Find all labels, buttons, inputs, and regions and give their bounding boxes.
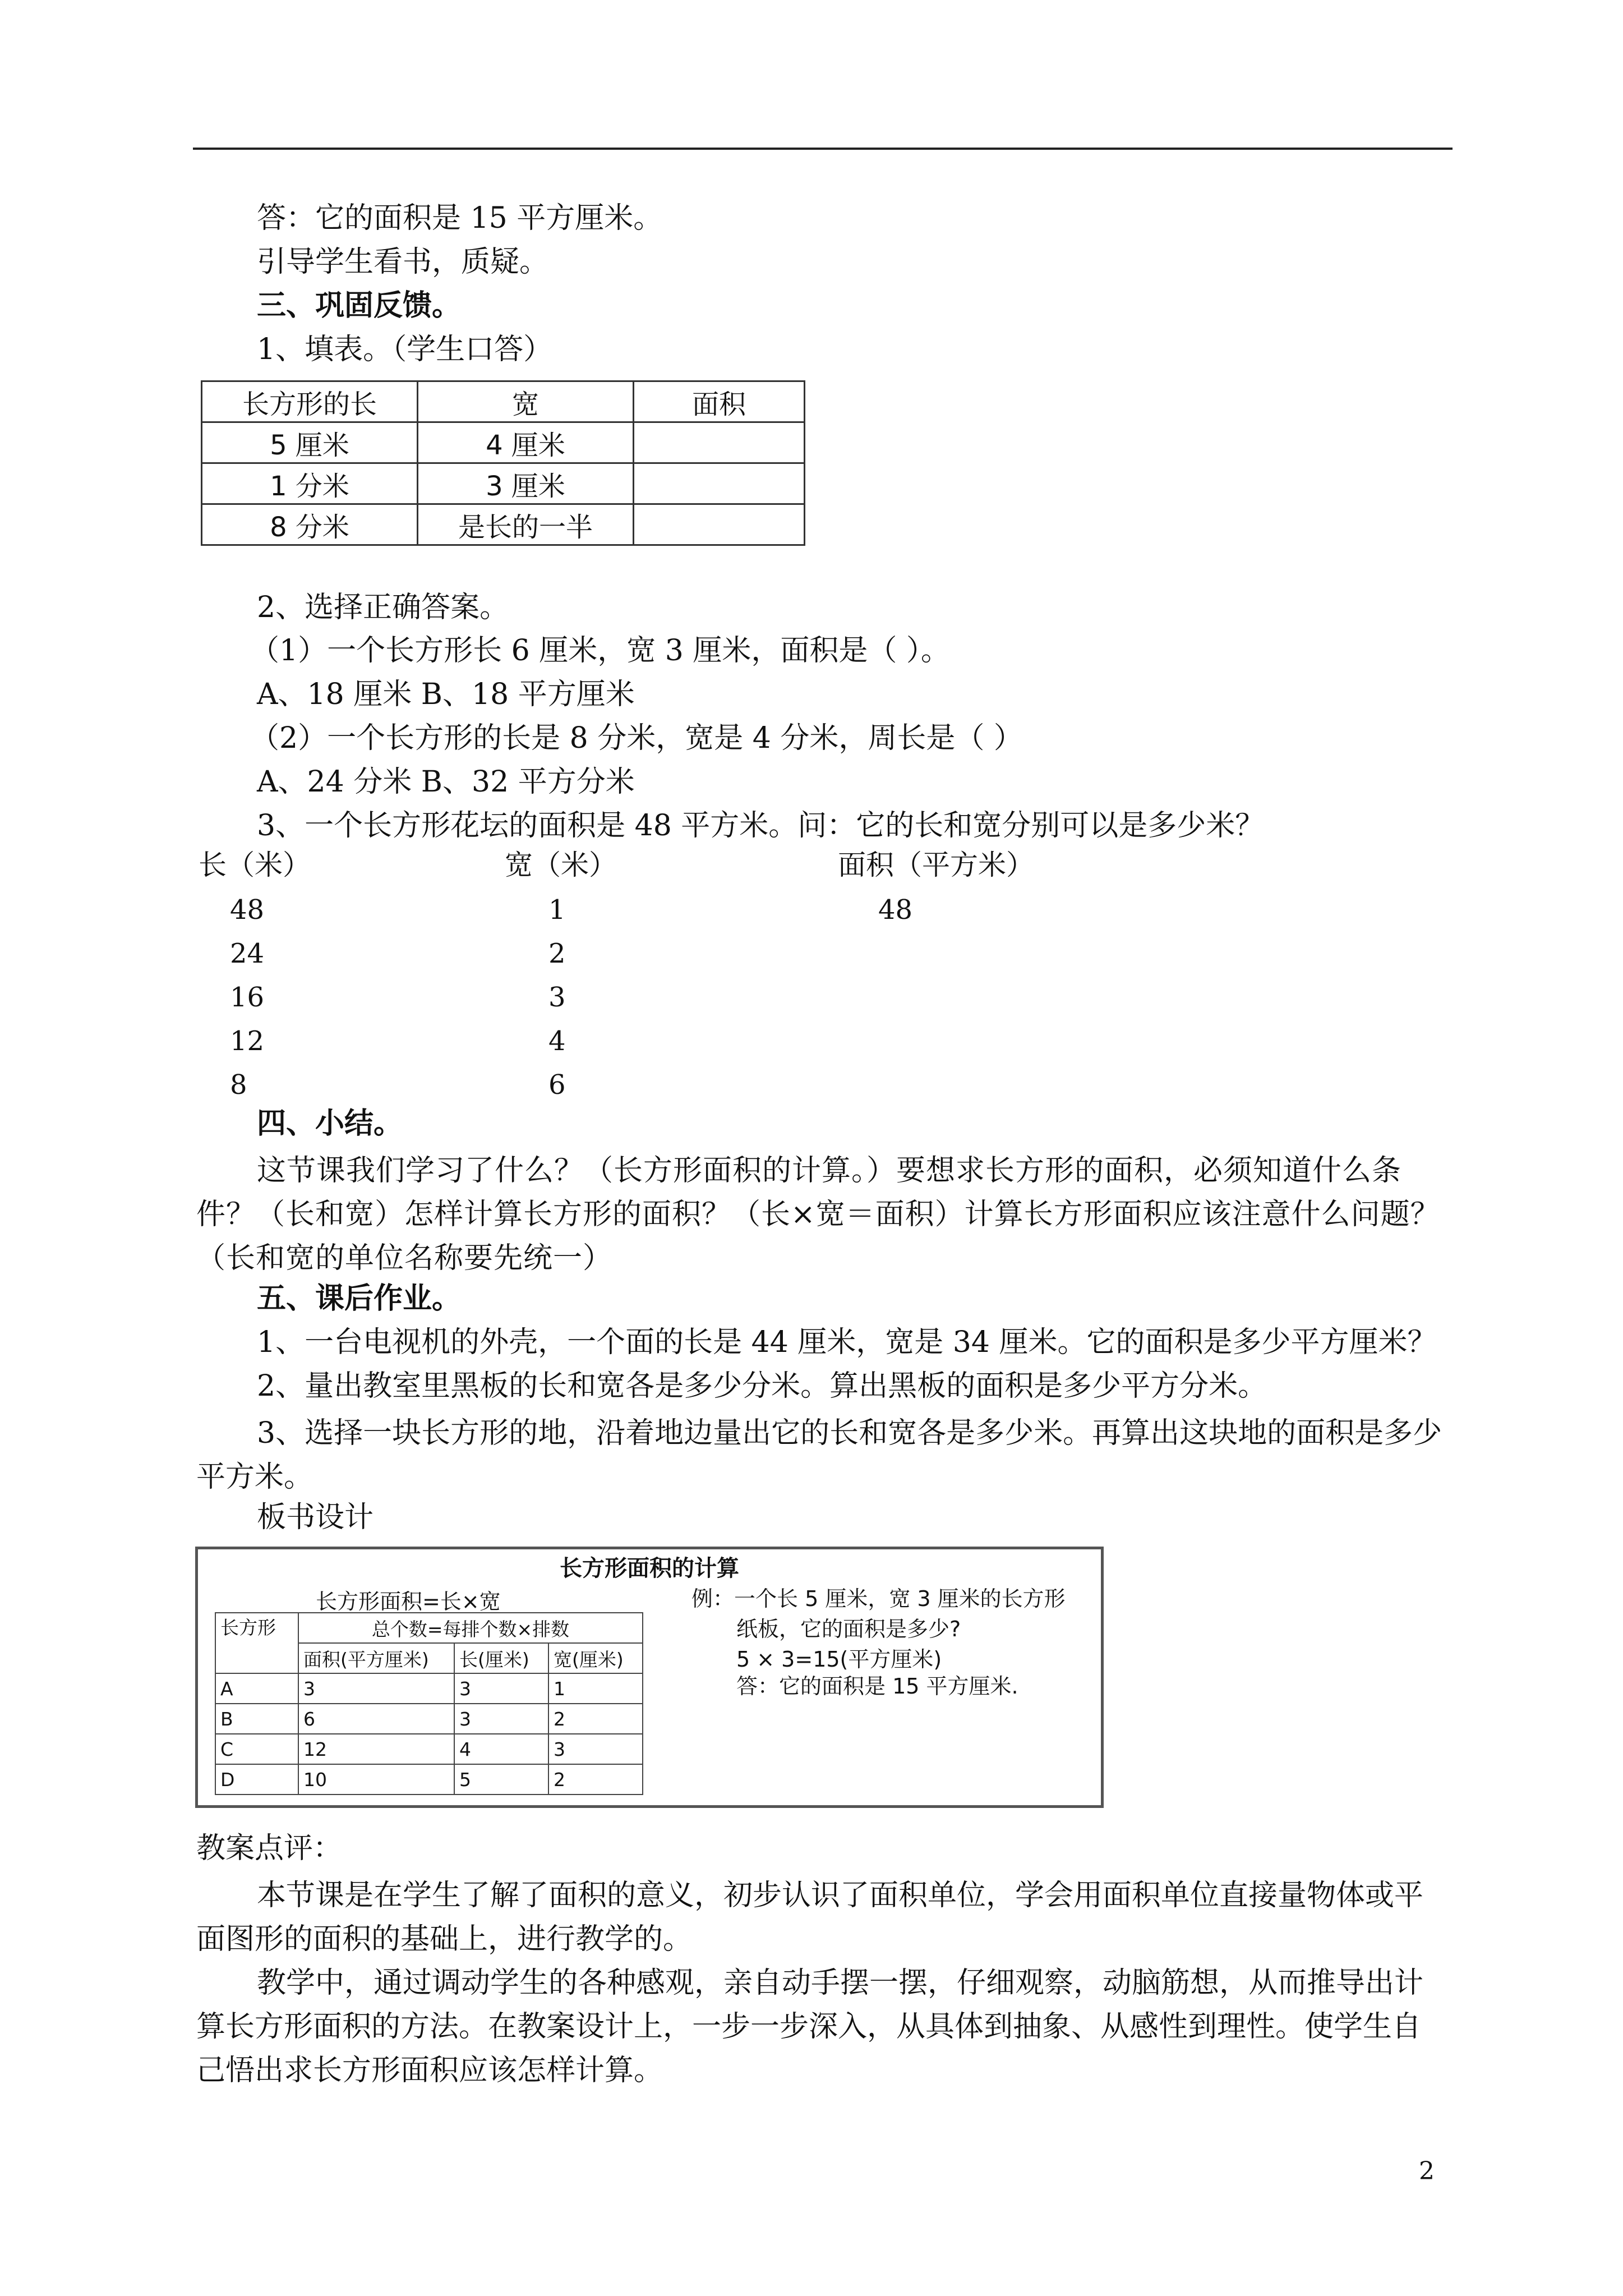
board-design-label: 板书设计 xyxy=(257,1501,374,1534)
area-cell: 48 xyxy=(230,894,265,926)
area-cell: 1 xyxy=(548,894,566,926)
board-header-cell: 长方形 xyxy=(215,1613,298,1673)
question-2-options: A、24 分米 B、32 平方分米 xyxy=(257,765,635,799)
area-col-header-length: 长（米） xyxy=(199,849,311,881)
summary-paragraph: 这节课我们学习了什么？（长方形面积的计算。）要想求长方形的面积，必须知道什么条件？（长和宽）怎样计算长方形的面积？（长×宽＝面积）计算长方形面积应该注意什么问题？（长和宽的单位名称要先统一） xyxy=(196,1154,1440,1275)
area-cell: 6 xyxy=(548,1069,566,1101)
board-header-cell: 总个数=每排个数×排数 xyxy=(298,1613,643,1643)
table-cell: 是长的一半 xyxy=(418,504,634,545)
area-cell: 4 xyxy=(548,1025,566,1057)
question-2: （2）一个长方形的长是 8 分米，宽是 4 分米，周长是（ ） xyxy=(250,721,1023,755)
board-example-line: 5 × 3=15(平方厘米) xyxy=(736,1647,942,1672)
board-title: 长方形面积的计算 xyxy=(560,1556,739,1581)
task-2-line: 2、选择正确答案。 xyxy=(257,591,509,624)
area-cell: 16 xyxy=(230,982,265,1013)
table-cell xyxy=(634,422,805,463)
header-rule xyxy=(193,148,1453,150)
answer-line: 答：它的面积是 15 平方厘米。 xyxy=(257,201,663,235)
table-header-row xyxy=(202,381,805,422)
table-cell: 4 厘米 xyxy=(418,422,634,463)
question-1: （1）一个长方形长 6 厘米，宽 3 厘米，面积是（ ）。 xyxy=(250,634,950,668)
task-3-line: 3、一个长方形花坛的面积是 48 平方米。问：它的长和宽分别可以是多少米？ xyxy=(257,809,1265,843)
guide-line: 引导学生看书，质疑。 xyxy=(257,245,549,279)
board-cell: C xyxy=(215,1734,298,1764)
fill-table xyxy=(201,380,805,546)
question-1-options: A、18 厘米 B、18 平方厘米 xyxy=(257,678,635,711)
review-paragraph-1: 本节课是在学生了解了面积的意义，初步认识了面积单位，学会用面积单位直接量物体或平面图形的面积的基础上，进行教学的。 xyxy=(196,1879,1424,1956)
area-cell: 8 xyxy=(230,1069,247,1101)
review-label: 教案点评： xyxy=(196,1832,343,1865)
task-1-line: 1、填表。（学生口答） xyxy=(257,333,553,366)
page-number: 2 xyxy=(1419,2157,1435,2185)
table-cell xyxy=(634,504,805,545)
board-cell: 4 xyxy=(454,1734,548,1764)
board-cell: 2 xyxy=(548,1764,643,1795)
table-row xyxy=(202,463,805,504)
table-header-cell: 长方形的长 xyxy=(202,381,418,422)
table-cell: 3 厘米 xyxy=(418,463,634,504)
homework-2: 2、量出教室里黑板的长和宽各是多少分米。算出黑板的面积是多少平方分米。 xyxy=(257,1369,1267,1403)
area-cell: 2 xyxy=(548,938,566,969)
board-table-row xyxy=(215,1673,643,1704)
board-header-cell: 面积(平方厘米) xyxy=(298,1643,454,1673)
table-cell xyxy=(634,463,805,504)
board-table-header-row xyxy=(215,1613,643,1643)
area-cell: 24 xyxy=(230,938,265,969)
board-cell: 3 xyxy=(548,1734,643,1764)
area-cell: 3 xyxy=(548,982,566,1013)
board-cell: 2 xyxy=(548,1704,643,1734)
board-cell: 3 xyxy=(298,1673,454,1704)
table-cell: 1 分米 xyxy=(202,463,418,504)
table-cell: 8 分米 xyxy=(202,504,418,545)
board-formula: 长方形面积=长×宽 xyxy=(316,1589,501,1614)
board-cell: 6 xyxy=(298,1704,454,1734)
section-heading-4: 四、小结。 xyxy=(257,1106,403,1140)
board-table-row xyxy=(215,1704,643,1734)
board-design-figure xyxy=(195,1547,1104,1808)
table-header-cell: 面积 xyxy=(634,381,805,422)
board-cell: 3 xyxy=(454,1673,548,1704)
area-col-header-width: 宽（米） xyxy=(505,849,617,881)
homework-3: 3、选择一块长方形的地，沿着地边量出它的长和宽各是多少米。再算出这块地的面积是多少平方米。 xyxy=(196,1416,1442,1494)
review-paragraph-2: 教学中，通过调动学生的各种感观，亲自动手摆一摆，仔细观察，动脑筋想，从而推导出计算长方形面积的方法。在教案设计上，一步一步深入，从具体到抽象、从感性到理性。使学生自己悟出求长方形面积应该怎样计算。 xyxy=(196,1966,1424,2087)
board-header-cell: 宽(厘米) xyxy=(548,1643,643,1673)
board-cell: 5 xyxy=(454,1764,548,1795)
board-example-line: 例：一个长 5 厘米，宽 3 厘米的长方形 xyxy=(691,1586,1066,1611)
table-row xyxy=(202,504,805,545)
area-col-header-area: 面积（平方米） xyxy=(838,849,1034,881)
board-cell: 1 xyxy=(548,1673,643,1704)
board-header-cell: 长(厘米) xyxy=(454,1643,548,1673)
board-example-line: 纸板，它的面积是多少? xyxy=(736,1617,961,1641)
board-table-row xyxy=(215,1764,643,1795)
board-cell: 10 xyxy=(298,1764,454,1795)
board-cell: B xyxy=(215,1704,298,1734)
table-row xyxy=(202,422,805,463)
board-cell: 3 xyxy=(454,1704,548,1734)
table-header-cell: 宽 xyxy=(418,381,634,422)
table-cell: 5 厘米 xyxy=(202,422,418,463)
section-heading-5: 五、课后作业。 xyxy=(257,1281,462,1315)
board-cell: 12 xyxy=(298,1734,454,1764)
board-table-row xyxy=(215,1734,643,1764)
homework-1: 1、一台电视机的外壳，一个面的长是 44 厘米，宽是 34 厘米。它的面积是多少平方厘米？ xyxy=(257,1326,1437,1359)
section-heading-3: 三、巩固反馈。 xyxy=(257,288,462,323)
board-cell: D xyxy=(215,1764,298,1795)
board-table xyxy=(215,1612,643,1795)
area-cell: 12 xyxy=(230,1025,265,1057)
board-example-line: 答：它的面积是 15 平方厘米. xyxy=(736,1674,1018,1699)
board-cell: A xyxy=(215,1673,298,1704)
area-cell: 48 xyxy=(878,894,913,926)
